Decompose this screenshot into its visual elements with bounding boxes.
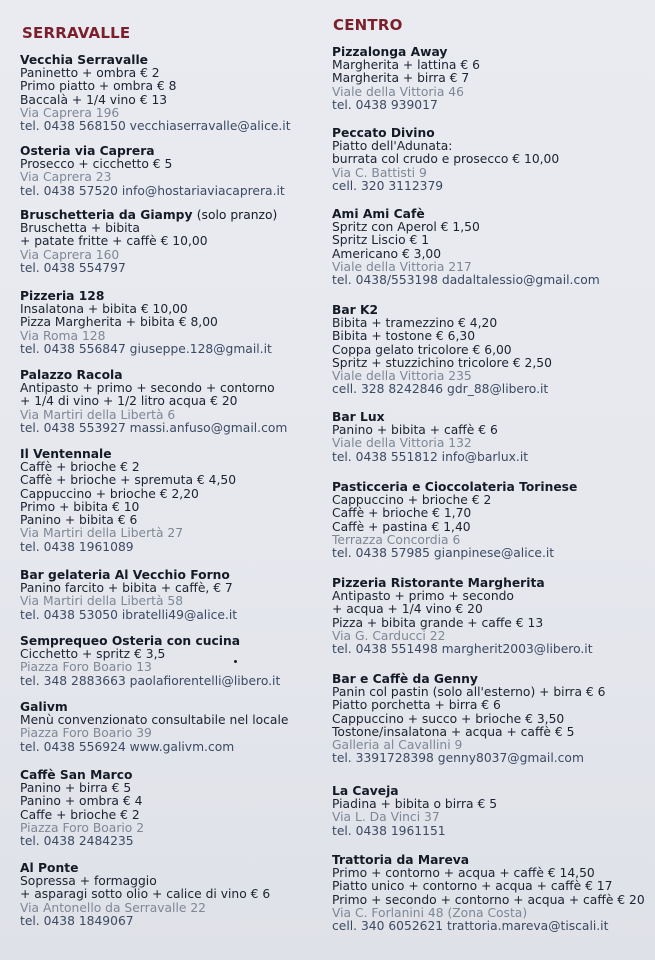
venue-contact: tel. 0438 556847 giuseppe.128@gmail.it	[20, 341, 272, 356]
venue-block	[332, 576, 650, 656]
venue-name	[20, 368, 325, 382]
offer-line: Primo + bibita € 10	[20, 499, 140, 514]
venue-address: Via Antonello da Serravalle 22	[20, 900, 206, 915]
venue-address: Via Caprera 196	[20, 105, 120, 120]
venue-contact: tel. 348 2883663 paolafiorentelli@libero.it	[20, 673, 281, 688]
venue-address: Via G. Carducci 22	[332, 628, 446, 643]
offer-line: Primo + contorno + acqua + caffè € 14,50	[332, 866, 595, 880]
offer-line: Piatto dell'Adunata:	[332, 139, 453, 153]
venue-block	[20, 144, 325, 198]
venue-address: Viale della Vittoria 132	[332, 436, 472, 451]
venue-contact: tel. 0438 1961089	[20, 539, 134, 554]
venue-name	[20, 289, 325, 303]
venue-name-text: Il Ventennale	[20, 447, 112, 461]
section-title-serravalle: SERRAVALLE	[22, 24, 131, 42]
offer-line: Coppa gelato tricolore € 6,00	[332, 342, 512, 357]
venue-name	[332, 126, 650, 140]
venue-contact: tel. 0438 939017	[332, 97, 438, 112]
venue-contact: tel. 0438 1849067	[20, 913, 134, 928]
venue-name	[332, 480, 650, 494]
venue-name-text: Bar gelateria Al Vecchio Forno	[20, 568, 230, 582]
venue-name	[20, 768, 325, 782]
venue-name	[20, 861, 325, 875]
venue-contact: tel. 0438 554797	[20, 260, 126, 275]
venue-name	[332, 207, 650, 221]
offer-line: + patate fritte + caffè € 10,00	[20, 234, 208, 249]
venue-name-text: Semprequeo Osteria con cucina	[20, 634, 241, 648]
paper-speck	[234, 660, 237, 663]
venue-address: Via Martiri della Libertà 58	[20, 594, 184, 609]
venue-block	[20, 634, 325, 688]
venue-contact: tel. 0438 553927 massi.anfuso@gmail.com	[20, 420, 288, 435]
venue-block	[20, 447, 325, 554]
venue-name	[20, 700, 325, 714]
venue-contact: cell. 320 3112379	[332, 178, 444, 193]
venue-name-text: Galivm	[20, 700, 68, 714]
offer-line: Bruschetta + bibita	[20, 221, 140, 235]
offer-line: Piadina + bibita o birra € 5	[332, 797, 498, 811]
offer-line: + 1/4 di vino + 1/2 litro acqua € 20	[20, 394, 238, 409]
venue-name-text: Caffè San Marco	[20, 768, 133, 782]
offer-line: Americano € 3,00	[332, 246, 442, 261]
offer-line: Panino + bibita € 6	[20, 513, 138, 528]
offer-line: Sopressa + formaggio	[20, 874, 157, 888]
venue-block	[332, 853, 650, 933]
offer-line: Caffè + brioche € 2	[20, 460, 140, 474]
venue-block	[332, 303, 650, 397]
offer-line: + acqua + 1/4 vino € 20	[332, 602, 483, 617]
offer-line: Panino farcito + bibita + caffè, € 7	[20, 581, 233, 595]
offer-line: Cappuccino + succo + brioche € 3,50	[332, 711, 565, 726]
venue-contact: tel. 0438 551498 margherit2003@libero.it	[332, 642, 593, 657]
venue-name-text: Bar Lux	[332, 410, 385, 424]
venue-name-text: Vecchia Serravalle	[20, 53, 149, 67]
venue-address: Via C. Battisti 9	[332, 165, 427, 180]
venue-name	[332, 303, 650, 317]
venue-block	[20, 861, 325, 928]
venue-name	[332, 45, 650, 59]
venue-name-text: Al Ponte	[20, 861, 79, 875]
venue-name	[332, 410, 650, 424]
offer-line: Cappuccino + brioche € 2,20	[20, 486, 199, 501]
offer-line: Panino + ombra € 4	[20, 794, 143, 809]
offer-line: Paninetto + ombra € 2	[20, 66, 160, 80]
offer-line: Antipasto + primo + secondo + contorno	[20, 381, 275, 395]
section-title-centro: CENTRO	[333, 16, 403, 34]
venue-contact: tel. 0438 57520 info@hostariaviacaprera.it	[20, 183, 285, 198]
venue-block	[332, 207, 650, 287]
venue-contact: cell. 340 6052621 trattoria.mareva@tiscali.it	[332, 919, 609, 934]
venue-block	[332, 410, 650, 464]
venue-name	[332, 672, 650, 686]
venue-name	[332, 784, 650, 798]
offer-line: Cicchetto + spritz € 3,5	[20, 647, 166, 661]
offer-line: + asparagi sotto olio + calice di vino € 6	[20, 887, 271, 902]
venue-block	[332, 784, 650, 838]
venue-address: Viale della Vittoria 235	[332, 369, 472, 384]
venue-block	[20, 53, 325, 133]
venue-address: Via L. Da Vinci 37	[332, 810, 440, 825]
venue-contact: tel. 0438 57985 gianpinese@alice.it	[332, 546, 555, 561]
venue-address: Piazza Foro Boario 2	[20, 820, 145, 835]
venue-contact: tel. 3391728398 genny8037@gmail.com	[332, 751, 584, 766]
venue-block	[332, 480, 650, 560]
venue-address: Viale della Vittoria 217	[332, 259, 472, 274]
venue-block	[20, 208, 325, 275]
offer-line: Cappuccino + brioche € 2	[332, 493, 492, 507]
venue-name-text: Pasticceria e Cioccolateria Torinese	[332, 480, 578, 494]
venue-name-text: Bruschetteria da Giampy	[20, 208, 193, 222]
venue-name-text: Osteria via Caprera	[20, 144, 155, 158]
venue-address: Terrazza Concordia 6	[332, 532, 461, 547]
venue-name	[20, 634, 325, 648]
venue-address: Via C. Forlanini 48 (Zona Costa)	[332, 905, 528, 920]
venue-name	[332, 853, 650, 867]
venue-block	[20, 568, 325, 622]
venue-name	[332, 576, 650, 590]
venue-address: Via Martiri della Libertà 6	[20, 407, 176, 422]
venue-name-note: (solo pranzo)	[196, 208, 278, 222]
offer-line: Piatto porchetta + birra € 6	[332, 698, 501, 713]
offer-line: Pizza Margherita + bibita € 8,00	[20, 315, 218, 330]
offer-line: Caffe + brioche € 2	[20, 807, 140, 822]
venue-address: Piazza Foro Boario 13	[20, 660, 152, 675]
venue-contact: tel. 0438 556924 www.galivm.com	[20, 739, 235, 754]
offer-line: Caffè + brioche € 1,70	[332, 506, 472, 521]
venue-block	[332, 126, 650, 193]
venue-name	[20, 208, 325, 222]
venue-name-text: Trattoria da Mareva	[332, 853, 470, 867]
venue-contact: tel. 0438 53050 ibratelli49@alice.it	[20, 607, 238, 622]
offer-line: Panin col pastin (solo all'esterno) + birra € 6	[332, 685, 606, 699]
offer-line: burrata col crudo e prosecco € 10,00	[332, 152, 560, 167]
offer-line: Bibita + tramezzino € 4,20	[332, 316, 498, 330]
offer-line: Primo + secondo + contorno + acqua + caffè € 20	[332, 892, 645, 907]
venue-contact: tel. 0438 2484235	[20, 834, 134, 849]
venue-address: Viale della Vittoria 46	[332, 84, 464, 99]
offer-line: Bibita + tostone € 6,30	[332, 329, 476, 344]
offer-line: Panino + birra € 5	[20, 781, 132, 795]
venue-name-text: Ami Ami Cafè	[332, 207, 425, 221]
offer-line: Margherita + lattina € 6	[332, 58, 480, 72]
offer-line: Tostone/insalatona + acqua + caffè € 5	[332, 724, 575, 739]
venue-name-text: Pizzeria Ristorante Margherita	[332, 576, 545, 590]
venue-block	[20, 700, 325, 754]
venue-contact: cell. 328 8242846 gdr_88@libero.it	[332, 382, 549, 397]
offer-line: Pizza + bibita grande + caffe € 13	[332, 615, 544, 630]
offer-line: Insalatona + bibita € 10,00	[20, 302, 188, 316]
venue-contact: tel. 0438 551812 info@barlux.it	[332, 449, 529, 464]
offer-line: Primo piatto + ombra € 8	[20, 79, 177, 94]
venue-address: Piazza Foro Boario 39	[20, 726, 152, 741]
venue-block	[332, 672, 650, 766]
offer-line: Margherita + birra € 7	[332, 71, 470, 86]
offer-line: Panino + bibita + caffè € 6	[332, 423, 498, 437]
venue-name-text: Peccato Divino	[332, 126, 435, 140]
venue-block	[20, 768, 325, 848]
venue-block	[332, 45, 650, 112]
offer-line: Baccalà + 1/4 vino € 13	[20, 92, 168, 107]
offer-line: Caffè + pastina € 1,40	[332, 519, 471, 534]
venue-name-text: Bar e Caffè da Genny	[332, 672, 478, 686]
venue-address: Via Roma 128	[20, 328, 106, 343]
venue-name-text: Pizzeria 128	[20, 289, 105, 303]
offer-line: Spritz + stuzzichino tricolore € 2,50	[332, 355, 552, 370]
offer-line: Spritz con Aperol € 1,50	[332, 220, 480, 234]
offer-line: Menù convenzionato consultabile nel locale	[20, 713, 289, 727]
venue-name	[20, 568, 325, 582]
venue-name-text: La Caveja	[332, 784, 399, 798]
venue-address: Via Caprera 23	[20, 170, 112, 185]
offer-line: Piatto unico + contorno + acqua + caffè € 17	[332, 879, 613, 894]
venue-name-text: Bar K2	[332, 303, 379, 317]
offer-line: Caffè + brioche + spremuta € 4,50	[20, 473, 237, 488]
venue-name-text: Palazzo Racola	[20, 368, 123, 382]
venue-contact: tel. 0438 568150 vecchiaserravalle@alice.it	[20, 119, 291, 134]
venue-name	[20, 144, 325, 158]
venue-name	[20, 53, 325, 67]
venue-address: Via Martiri della Libertà 27	[20, 526, 184, 541]
venue-address: Via Caprera 160	[20, 247, 120, 262]
offer-line: Prosecco + cicchetto € 5	[20, 157, 173, 171]
venue-block	[20, 289, 325, 356]
venue-block	[20, 368, 325, 435]
venue-contact: tel. 0438/553198 dadaltalessio@gmail.com	[332, 273, 600, 288]
venue-name-text: Pizzalonga Away	[332, 45, 448, 59]
venue-address: Galleria al Cavallini 9	[332, 738, 463, 753]
offer-line: Antipasto + primo + secondo	[332, 589, 514, 603]
venue-contact: tel. 0438 1961151	[332, 823, 446, 838]
venue-name	[20, 447, 325, 461]
offer-line: Spritz Liscio € 1	[332, 233, 430, 248]
